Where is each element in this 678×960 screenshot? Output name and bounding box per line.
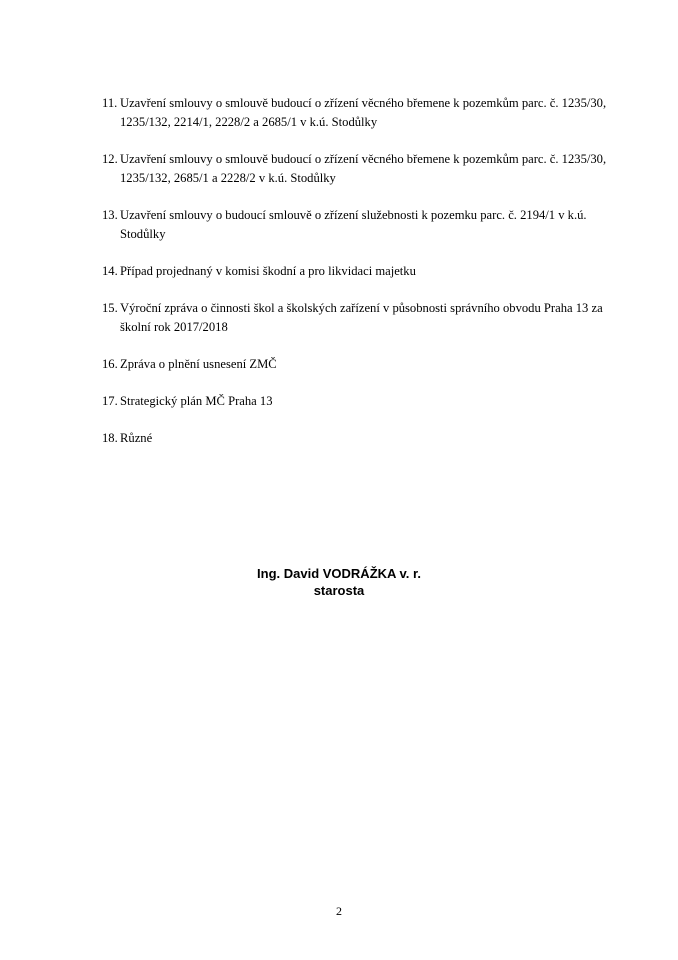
agenda-item-text: Zpráva o plnění usnesení ZMČ [120,357,277,371]
agenda-item-text: Různé [120,431,153,445]
agenda-item-number: 17. [102,394,118,408]
agenda-item-number: 11. [102,96,118,110]
agenda-item-number: 14. [102,264,118,278]
agenda-item-11 [103,94,623,132]
agenda-item-text: Uzavření smlouvy o smlouvě budoucí o zřízení věcného břemene k pozemkům parc. č. 1235/30, 1235/132, 2214/1, 2228/2 a 2685/1 v k.ú. Stodůlky [120,96,607,129]
agenda-item-15 [103,299,623,337]
agenda-item-18 [103,429,623,448]
agenda-list [103,94,623,466]
agenda-item-number: 12. [102,152,118,166]
agenda-item-text: Výroční zpráva o činnosti škol a školských zařízení v působnosti správního obvodu Praha 13 za školní rok 2017/2018 [120,301,603,334]
agenda-item-text: Strategický plán MČ Praha 13 [120,394,273,408]
agenda-item-14 [103,262,623,281]
signatory-name: Ing. David VODRÁŽKA v. r. [257,566,421,581]
agenda-item-text: Případ projednaný v komisi škodní a pro likvidaci majetku [120,264,416,278]
agenda-item-number: 15. [102,301,118,315]
agenda-item-17 [103,392,623,411]
agenda-item-text: Uzavření smlouvy o smlouvě budoucí o zřízení věcného břemene k pozemkům parc. č. 1235/30, 1235/132, 2685/1 a 2228/2 v k.ú. Stodůlky [120,152,607,185]
signature-block [0,565,678,599]
agenda-item-12 [103,150,623,188]
agenda-item-number: 18. [102,431,118,445]
agenda-item-16 [103,355,623,374]
signatory-role: starosta [313,583,365,598]
agenda-item-13 [103,206,623,244]
agenda-item-number: 16. [102,357,118,371]
agenda-item-number: 13. [102,208,118,222]
agenda-item-text: Uzavření smlouvy o budoucí smlouvě o zřízení služebnosti k pozemku parc. č. 2194/1 v k.ú. Stodůlky [120,208,587,241]
page-number: 2 [336,904,342,918]
